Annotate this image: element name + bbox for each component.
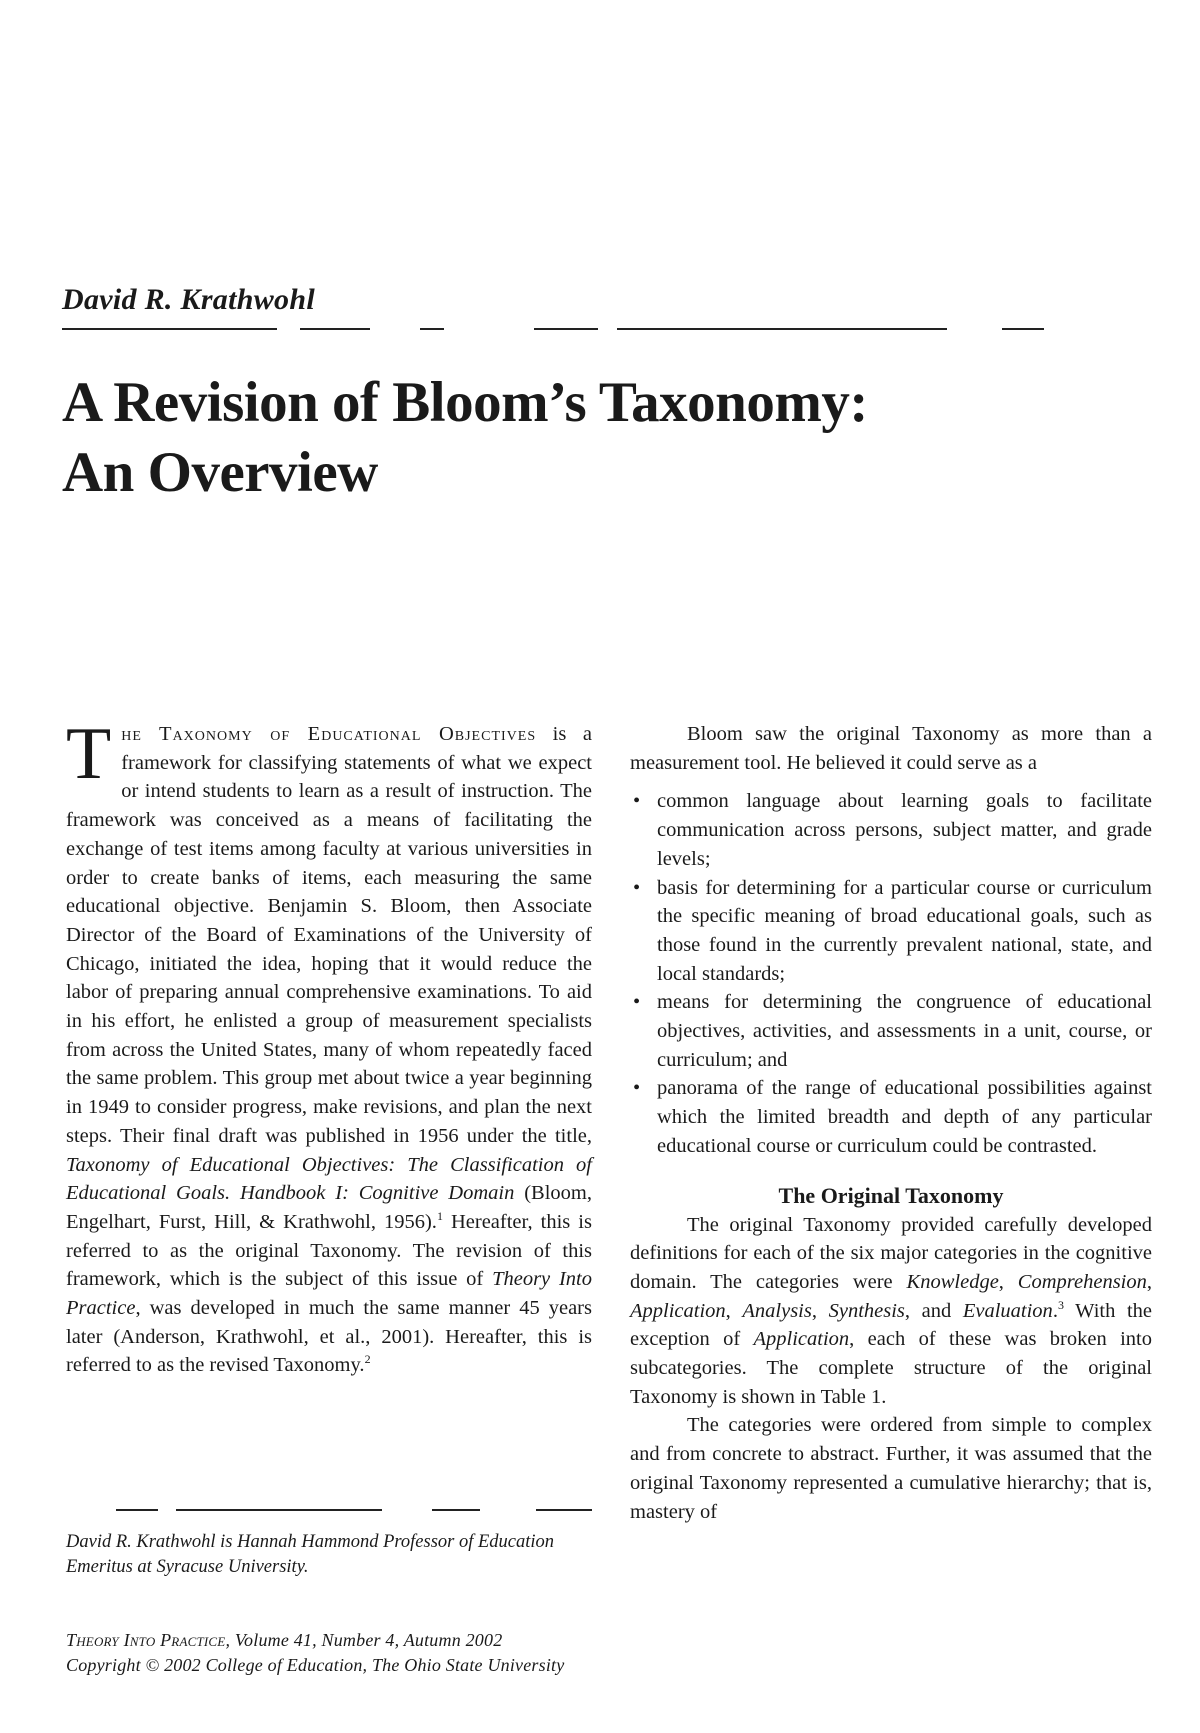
rule-segment — [300, 328, 370, 330]
category-application: Application — [630, 1299, 726, 1322]
rule-segment — [176, 1509, 382, 1511]
section-paragraph-1 — [630, 1211, 1152, 1412]
text-run: (Bloom, Engelhart, Furst, Hill, & Krathwohl, 1956). — [66, 1182, 592, 1233]
category-synthesis: Synthesis — [828, 1299, 905, 1322]
right-column — [630, 720, 1152, 1526]
text-run: . — [1052, 1299, 1058, 1322]
author-footnote: David R. Krathwohl is Hannah Hammond Professor of Education Emeritus at Syracuse University. — [66, 1532, 555, 1577]
smallcaps-lead: he Taxonomy of Educational Objectives — [121, 723, 537, 745]
intro-paragraph — [66, 713, 593, 1380]
journal-volume: , Volume 41, Number 4, Autumn 2002 — [225, 1630, 503, 1650]
text-run: is a framework for classifying statements of what we expect or intend students to learn as a result of instruction. The framework was conceived as a means of facilitating the exchange of test items among faculty at various universities in order to create banks of items, each measuring the same educational objective. Benjamin S. Bloom, then Associate Director of the Board of Examinations of the University of Chicago, initiated the idea, hoping that it would reduce the labor of preparing annual comprehensive examinations. To aid in his effort, he enlisted a group of measurement specialists from across the United States, many of whom repeatedly faced the same problem. This group met about twice a year beginning in 1949 to consider progress, make revisions, and plan the next steps. Their final draft was published in 1956 under the title, — [66, 723, 593, 1147]
category-comprehension: Comprehension — [1017, 1270, 1147, 1293]
drop-cap: T — [66, 713, 112, 795]
journal-title: Theory Into Practice — [66, 1268, 592, 1320]
title-line-2: An Overview — [62, 441, 378, 504]
text-run: , — [1146, 1270, 1152, 1293]
title-line-1: A Revision of Bloom’s Taxonomy: — [62, 371, 868, 434]
text-run: , each of these was broken into subcategories. The complete structure of the original Taxonomy is shown in Table 1. — [630, 1328, 1152, 1408]
book-title: Taxonomy of Educational Objectives: The Classification of Educational Goals. Handbook I: Cognitive Domain — [66, 1153, 592, 1205]
rule-segment — [1002, 328, 1044, 330]
text-run: , — [811, 1299, 829, 1322]
journal-info — [66, 1628, 564, 1678]
bloom-intro-paragraph: Bloom saw the original Taxonomy as more than a measurement tool. He believed it could serve as a — [630, 723, 1152, 774]
category-knowledge: Knowledge — [906, 1270, 999, 1293]
rule-segment — [62, 328, 277, 330]
footnote-ref: 2 — [364, 1352, 371, 1367]
rule-segment — [420, 328, 444, 330]
journal-copyright: Copyright © 2002 College of Education, The Ohio State University — [66, 1655, 565, 1675]
section-paragraph-2: The categories were ordered from simple to complex and from concrete to abstract. Further, it was assumed that the original Taxonomy represented a cumulative hierarchy; that is, mastery of — [630, 1414, 1152, 1523]
journal-name: Theory Into Practice — [66, 1630, 226, 1650]
list-item: • panorama of the range of educational possibilities against which the limited breadth and depth of any particular educational course or curriculum could be contrasted. — [630, 1074, 1152, 1160]
rule-segment — [617, 328, 947, 330]
category-analysis: Analysis — [742, 1299, 812, 1322]
journal-line-1 — [66, 1628, 564, 1653]
text-run: , and — [904, 1299, 963, 1322]
rule-segment — [534, 328, 598, 330]
list-item: • basis for determining for a particular course or curriculum the specific meaning of broad educational goals, such as those found in the currently prevalent national, state, and local standards; — [630, 874, 1152, 989]
text-run: With the exception of — [630, 1299, 1152, 1351]
text-run: , — [998, 1270, 1018, 1293]
author-rule — [62, 328, 1082, 331]
section-heading: The Original Taxonomy — [778, 1182, 1004, 1208]
text-run: Hereafter, this is referred to as the original Taxonomy. The revision of this framework, which is the subject of this issue of — [66, 1210, 592, 1291]
list-item: • common language about learning goals to facilitate communication across persons, subject matter, and grade levels; — [630, 787, 1152, 873]
list-item: • means for determining the congruence of educational objectives, activities, and assessments in a unit, course, or curriculum; and — [630, 988, 1152, 1074]
category-application: Application — [753, 1328, 850, 1351]
footnote-ref: 3 — [1057, 1297, 1064, 1312]
text-run: The original Taxonomy provided carefully developed definitions for each of the six major categories in the cognitive domain. The categories were — [630, 1213, 1152, 1293]
footnote-rule — [66, 1509, 592, 1512]
article-title — [62, 368, 1062, 508]
bullet-list — [630, 787, 1152, 1160]
rule-segment — [432, 1509, 480, 1511]
text-run: , was developed in much the same manner 45 years later (Anderson, Krathwohl, et al., 2001). Hereafter, this is referred to as the revised Taxonomy. — [66, 1297, 592, 1377]
rule-segment — [116, 1509, 158, 1511]
footnote-ref: 1 — [436, 1209, 443, 1224]
text-run: , — [725, 1299, 743, 1322]
left-column — [66, 713, 593, 1380]
category-evaluation: Evaluation — [962, 1299, 1053, 1322]
rule-segment — [536, 1509, 592, 1511]
author-name: David R. Krathwohl — [62, 283, 315, 316]
